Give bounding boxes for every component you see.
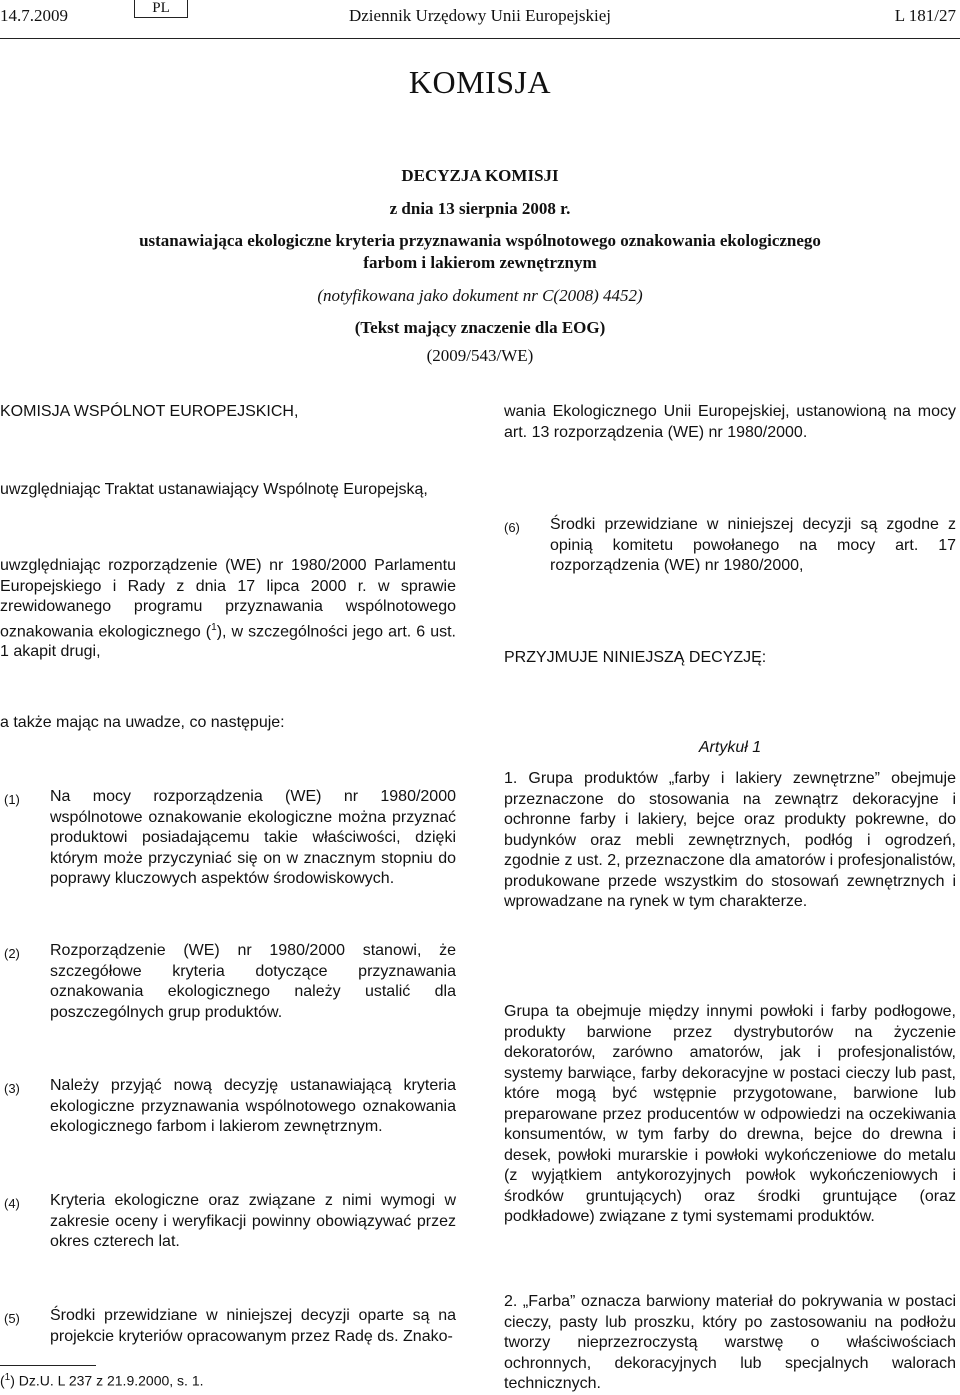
treaty-citation: uwzględniając Traktat ustanawiający Wspólnotę Europejską, — [0, 481, 428, 498]
recital-text: Kryteria ekologiczne oraz związane z nimi wymogi w zakresie oceny i weryfikacji powinny obowiązywać przez okres czterech lat. — [50, 1192, 456, 1250]
decision-date: z dnia 13 sierpnia 2008 r. — [389, 199, 571, 218]
recital-number: (6) — [504, 520, 520, 535]
recital-number: (4) — [4, 1196, 20, 1211]
notification-note: (notyfikowana jako dokument nr C(2008) 4452) — [317, 286, 643, 305]
recital-text: Należy przyjąć nową decyzję ustanawiającą kryteria ekologiczne przyznawania wspólnotowego oznakowania ekologicznego farbom i lakierom zewnętrznym. — [50, 1077, 456, 1135]
regulation-citation — [0, 556, 456, 663]
language-badge: PL — [134, 0, 188, 18]
recital-continuation: wania Ekologicznego Unii Europejskiej, ustanowioną na mocy art. 13 rozporządzenia (WE) nr 1980/2000. — [504, 403, 956, 441]
decision-subject-line-2: farbom i lakierom zewnętrznym — [363, 253, 597, 272]
journal-title: Dziennik Urzędowy Unii Europejskiej — [348, 6, 611, 25]
footnote: ($^1$) Dz.U. L 237 z 21.9.2000, s. 1. — [0, 1372, 204, 1389]
page-reference: L 181/27 — [894, 6, 956, 25]
header-date: 14.7.2009 — [0, 6, 68, 25]
footnote-rule — [0, 1365, 96, 1366]
recital-text: Środki przewidziane w niniejszej decyzji są zgodne z opinią komitetu powołanego na mocy art. 17 rozporządzenia (WE) nr 1980/2000, — [550, 516, 956, 574]
decision-subject-line-1: ustanawiająca ekologiczne kryteria przyznawania wspólnotowego oznakowania ekologicznego — [139, 231, 821, 250]
decision-number: (2009/543/WE) — [426, 346, 534, 365]
article-paragraph-2: 2. „Farba” oznacza barwiony materiał do pokrywania w postaci cieczy, pasty lub proszku, który po zastosowaniu na podłożu tworzy nieprzezroczystą warstwę o właściwościach ochronnych, dekoracyjnych lub specjalnych walorach technicznych. — [504, 1293, 956, 1392]
whereas-intro: a także mając na uwadze, co następuje: — [0, 714, 285, 731]
article-paragraph-group: Grupa ta obejmuje między innymi powłoki i farby podłogowe, produkty barwione przez dystrybutorów na życzenie dekoratorów, zarówno amatorów, jak i profesjonalistów, systemy barwiące, farby dekoracyjne w postaci cieczy lub past, które mogą być wstępnie przygotowane, barwione lub preparowane przez producentów w odpowiedzi na oczekiwania konsumentów, w tym farby do drewna, bejce do drewna i desek, powłoki murarskie i powłoki wykończeniowe do metalu (z wyjątkiem antykorozyjnych powłok wykończeniowych i środków gruntujących) oraz środki gruntujące (oraz podkładowe) związane z tymi systemami produktów. — [504, 1003, 956, 1225]
regulation-citation-end: ), w szczególności jego art. 6 ust. 1 akapit drugi, — [0, 622, 457, 661]
commission-heading: KOMISJA WSPÓLNOT EUROPEJSKICH, — [0, 403, 299, 420]
header-rule — [0, 38, 960, 39]
recital-text: Rozporządzenie (WE) nr 1980/2000 stanowi, że szczegółowe kryteria dotyczące przyznawania oznakowania ekologicznego należy ustalić dla poszczególnych grup produktów. — [50, 942, 456, 1021]
recital-number: (1) — [4, 792, 20, 807]
regulation-citation-text: uwzględniając rozporządzenie (WE) nr 1980/2000 Parlamentu Europejskiego i Rady z dnia 17 lipca 2000 r. w sprawie zrewidowanego programu przyznawania wspólnotowego oznakowania ekologicznego ( — [0, 557, 456, 640]
recital-text: Środki przewidziane w niniejszej decyzji oparte są na projekcie kryteriów opracowanym przez Radę ds. Znako- — [50, 1307, 456, 1345]
adoption-clause: PRZYJMUJE NINIEJSZĄ DECYZJĘ: — [504, 649, 767, 666]
article-paragraph-1: 1. Grupa produktów „farby i lakiery zewnętrzne” obejmuje przeznaczone do stosowania na zewnątrz dekoracyjne i ochronne farby i lakiery, bejce oraz produkty pokrewne, do budynków oraz mebli zewnętrznych, podłóg i ogrodzeń, zgodnie z ust. 2, przeznaczone dla amatorów i profesjonalistów, produkowane przede wszystkim do stosowań zewnętrznych i wprowadzane na rynek w tym charakterze. — [504, 770, 956, 910]
article-title: Artykuł 1 — [698, 739, 762, 756]
recital-number: (3) — [4, 1081, 20, 1096]
footnote-reference: 1 — [211, 621, 217, 633]
decision-type: DECYZJA KOMISJI — [401, 166, 559, 185]
recital-number: (5) — [4, 1311, 20, 1326]
institution-title: KOMISJA — [408, 64, 552, 100]
recital-number: (2) — [4, 946, 20, 961]
footnote-mark: 1 — [4, 1372, 11, 1383]
eea-relevance: (Tekst mający znaczenie dla EOG) — [354, 318, 606, 337]
footnote-text: Dz.U. L 237 z 21.9.2000, s. 1. — [18, 1372, 204, 1389]
recital-text: Na mocy rozporządzenia (WE) nr 1980/2000 wspólnotowe oznakowanie ekologiczne można przyznać produktowi posiadającemu takie właściwości, dzięki którym może przyczyniać się on w znacznym stopniu do poprawy kluczowych aspektów środowiskowych. — [50, 788, 456, 887]
